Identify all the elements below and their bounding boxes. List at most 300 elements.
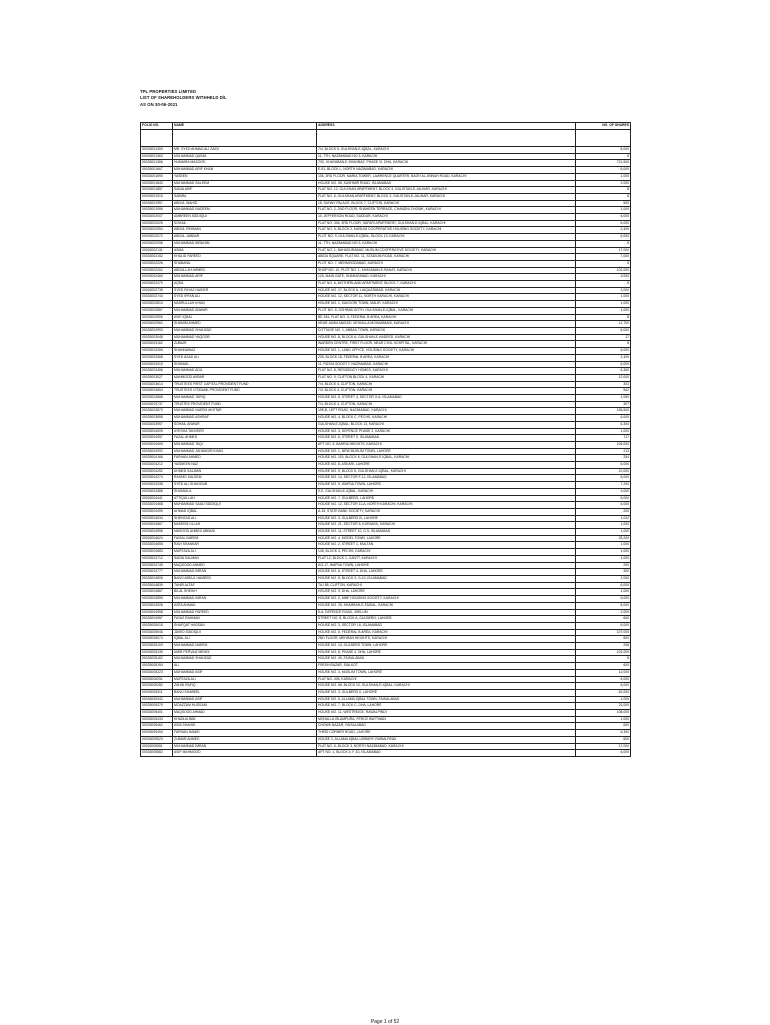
cell-shares: 107,000 (576, 629, 631, 636)
cell-address: ABIDA SQUARE, FLAT NO. 11, STADIUM ROAD, KARACHI (317, 254, 576, 261)
table-row (141, 602, 631, 609)
cell-name: FARHAN AHMED (173, 455, 317, 462)
cell-folio: 00033002226 (141, 260, 173, 267)
table-row (141, 723, 631, 730)
table-row (141, 301, 631, 308)
cell-shares: 303 (576, 381, 631, 388)
cell-shares: 6,000 (576, 220, 631, 227)
cell-address: HOUSE NO. 1, NEW MUSLIM TOWN, LAHORE (317, 448, 576, 455)
cell-shares: 12,000 (576, 374, 631, 381)
cell-shares: 8 (576, 193, 631, 200)
cell-address: APT NO. 1, BLOCK 4, F-10, ISLAMABAD (317, 750, 576, 757)
cell-folio: 00033005015 (141, 622, 173, 629)
cell-address: HOUSE NO. 4, BLOCK C, PECHS, KARACHI (317, 415, 576, 422)
cell-name: ASIA SHAHID (173, 723, 317, 730)
cell-address: FLAT NO. 12, GULSHAN APARTMENT, BLOCK 3, GULISTAN-E-JAUHAR, KARACHI (317, 187, 576, 194)
cell-shares: 102,000 (576, 267, 631, 274)
table-row (141, 381, 631, 388)
cell-name: ASFA AHMAD (173, 602, 317, 609)
table-row (141, 153, 631, 160)
cell-shares: 6,000 (576, 475, 631, 482)
table-row (141, 193, 631, 200)
cell-address: APT NO. 5, BAHRIA HEIGHTS, KARACHI (317, 441, 576, 448)
cell-address: 9-E, GULSHAN-E-IQBAL, KARACHI (317, 488, 576, 495)
table-row (141, 676, 631, 683)
cell-name: MUHAMMAD SHAHZAD (173, 327, 317, 334)
cell-folio: 00033004806 (141, 576, 173, 583)
table-row (141, 616, 631, 623)
table-row (141, 549, 631, 556)
table-row (141, 234, 631, 241)
cell-address: HOUSE NO. 6, STREET 4, DHA, LAHORE (317, 569, 576, 576)
cell-shares: 208 (576, 643, 631, 650)
cell-shares: 6,000 (576, 214, 631, 221)
cell-name: AYESHA TANVEER (173, 428, 317, 435)
cell-name: TRUSTEES FIRST CAPITAL PROVIDENT FUND (173, 381, 317, 388)
cell-address: 11, 7TH, NAZIMABAD NO 3, KARACHI (317, 240, 576, 247)
cell-address: HOUSE NO. 7, GULBERG, LAHORE (317, 495, 576, 502)
cell-name: MUHAMMAD TAQI (173, 441, 317, 448)
cell-shares: 6,000 (576, 683, 631, 690)
cell-folio: 00033005494 (141, 730, 173, 737)
cell-folio: 00033002262 (141, 267, 173, 274)
cell-address: 18, SUNNY PALACE, BLOCK 7, CLIFTON, KARACHI (317, 200, 576, 207)
cell-shares: 2,400 (576, 227, 631, 234)
cell-folio: 00033005370 (141, 703, 173, 710)
cell-address: E-51, BLOCK L, NORTH NAZIMABAD, KARACHI (317, 167, 576, 174)
cell-address: HOUSE NO. 40, FAISALABAD (317, 656, 576, 663)
cell-folio: 00033001915 (141, 193, 173, 200)
cell-name: SHAHNAWAZ (173, 348, 317, 355)
cell-address: FLAT NO. 6, GULSHAN APARTMENT, BLOCK 3, GULISTAN-E-JAUHAR, KARACHI (317, 193, 576, 200)
cell-shares: 2,000 (576, 609, 631, 616)
cell-address: HOUSE NO. 8, PHASE 4, DHA, LAHORE (317, 649, 576, 656)
table-row (141, 287, 631, 294)
cell-shares: 2,400 (576, 354, 631, 361)
table-row (141, 294, 631, 301)
cell-name: AMBREEN SIDDIQUI (173, 214, 317, 221)
cell-name: MUHAMMAD QASIM (173, 153, 317, 160)
cell-shares: 8 (576, 260, 631, 267)
cell-folio: 00033005401 (141, 710, 173, 717)
table-row (141, 622, 631, 629)
cell-address: HOUSE NO. 12, SECTOR 11, NORTH KARACHI, KARACHI (317, 294, 576, 301)
cell-name: MUHAMMAD YAQOOB (173, 334, 317, 341)
cell-folio: 00033004567 (141, 522, 173, 529)
cell-folio: 00033002460 (141, 274, 173, 281)
table-row (141, 636, 631, 643)
cell-address: 106, 3RD FLOOR, MARIA TOWER, LAWRENCE QUARTER, BAGH AL JINNAH ROAD, KARACHI (317, 173, 576, 180)
cell-folio: 00033005135 (141, 649, 173, 656)
cell-address: FLAT NO. 306, 3RD FLOOR, SAFARI APARTMENT, GULSHAN-E-IQBAL, KARACHI (317, 220, 576, 227)
cell-name: MUHAMMAD IBRAHIM (173, 240, 317, 247)
cell-shares: 6,000 (576, 602, 631, 609)
cell-shares: 102,000 (576, 649, 631, 656)
cell-shares: 1,000 (576, 542, 631, 549)
cell-shares: 1,022 (576, 515, 631, 522)
cell-folio: 00033003419 (141, 361, 173, 368)
cell-address: MOHALLA ISLAMPURA, FEROZ WATTWAN (317, 716, 576, 723)
table-row (141, 730, 631, 737)
cell-shares: 213 (576, 448, 631, 455)
cell-folio: 00033001996 (141, 207, 173, 214)
table-header-row (141, 123, 631, 130)
table-row (141, 207, 631, 214)
cell-name: SOHAIL ANWAR (173, 421, 317, 428)
cell-address: PLOT NO. 9, GULSHAN-E-IQBAL, BLOCK 13, KARACHI (317, 234, 576, 241)
cell-folio: 00033004655 (141, 542, 173, 549)
cell-name: KHALID FAREED (173, 254, 317, 261)
cell-folio: 00033002025 (141, 220, 173, 227)
table-row (141, 348, 631, 355)
table-row (141, 274, 631, 281)
cell-folio: 00033003456 (141, 368, 173, 375)
cell-name: MUHAMMAD SALEEM (173, 180, 317, 187)
cell-address: HOUSE NO. 6, FEDERAL B AREA, KARACHI (317, 629, 576, 636)
cell-address: FLAT 12, BLOCK 1, CANTT, KARACHI (317, 555, 576, 562)
cell-address: HOUSE NO. 119, BLOCK 6, GULSHAN-E-IQBAL, KARACHI (317, 455, 576, 462)
cell-address: PLOT NO. 5, SOHRAB GOTH, GULSHAN-E-IQBAL, KARACHI (317, 307, 576, 314)
table-row (141, 569, 631, 576)
cell-address: 226, BLOCK 18, FEDERAL B AREA, KARACHI (317, 354, 576, 361)
cell-address: FLAT NO. 8, RESIDENCY HOMES, KARACHI (317, 368, 576, 375)
cell-address: 11, RIZVIA SOCIETY, NAZIMABAD, KARACHI (317, 361, 576, 368)
cell-address: FLAT NO. 2, 2ND FLOOR, SHAHEEN TERRACE, CHANDNI CHOWK, KARACHI (317, 207, 576, 214)
cell-address: COTTAGE NO. 1, ABBAS TOWN, KARACHI (317, 327, 576, 334)
cell-address: HOUSE NO. 1, LAND OFFICE, HOUSING SOCIETY, KARACHI (317, 348, 576, 355)
cell-shares: 6,000 (576, 502, 631, 509)
cell-name: YASEEN (173, 173, 317, 180)
cell-name: MUHAMMAD NAEEM AKHTAR (173, 408, 317, 415)
cell-address: FRESH BAZAR, SIALKOT (317, 663, 576, 670)
cell-shares: 6,000 (576, 596, 631, 603)
cell-shares: 1,000 (576, 307, 631, 314)
cell-shares: 6,000 (576, 147, 631, 154)
table-row (141, 147, 631, 154)
cell-name: SABIRA (173, 193, 317, 200)
cell-address: FLAT NO. 9, CLIFTON BLOCK 4, KARACHI (317, 374, 576, 381)
table-row (141, 656, 631, 663)
cell-address: 9-A, DEFENCE ROAD, JHELUM (317, 609, 576, 616)
cell-name: SADIA ARIF (173, 187, 317, 194)
cell-folio: 00033005162 (141, 656, 173, 663)
cell-shares: 600 (576, 636, 631, 643)
cell-shares: 1,000 (576, 173, 631, 180)
cell-shares: 1,000 (576, 576, 631, 583)
company-name: TPL PROPERTIES LIMITED (140, 89, 197, 94)
cell-folio: 00033004468 (141, 502, 173, 509)
cell-folio: 00033001690 (141, 173, 173, 180)
document-header (140, 89, 227, 108)
table-row (141, 374, 631, 381)
cell-folio: 00033004987 (141, 616, 173, 623)
cell-folio: 00033004338 (141, 482, 173, 489)
cell-shares: 717 (576, 435, 631, 442)
cell-name: ASIF IQBAL (173, 314, 317, 321)
cell-name: MURTAZA ALI (173, 549, 317, 556)
table-row (141, 629, 631, 636)
cell-folio: 00033002906 (141, 314, 173, 321)
cell-name: MUHAMMAD SHAHZAD (173, 656, 317, 663)
cell-shares: 600 (576, 663, 631, 670)
cell-shares: 62,000 (576, 689, 631, 696)
cell-shares: 155,500 (576, 408, 631, 415)
cell-folio: 00033004745 (141, 562, 173, 569)
cell-folio: 00033004212 (141, 462, 173, 469)
cell-name: SYED ALI SHAHZAIB (173, 482, 317, 489)
table-row (141, 267, 631, 274)
table-row (141, 421, 631, 428)
table-row (141, 502, 631, 509)
cell-address: FLAT NO. 6, MOTHERLAND APARTMENT, BLOCK 7, KARACHI (317, 281, 576, 288)
cell-shares: 1,000 (576, 301, 631, 308)
cell-name: HUMAIRA MASOOD (173, 160, 317, 167)
cell-address: HOUSE NO. 68, BLOCK 10, GULSHAN-E-IQBAL, KARACHI (317, 683, 576, 690)
cell-shares: 1,000 (576, 529, 631, 536)
table-row (141, 609, 631, 616)
table-row (141, 582, 631, 589)
cell-shares: 6,000 (576, 415, 631, 422)
table-row (141, 696, 631, 703)
cell-name: ZUBAIR AHMED (173, 736, 317, 743)
cell-folio: 00033002072 (141, 234, 173, 241)
table-row (141, 388, 631, 395)
table-row (141, 361, 631, 368)
cell-name: SYED FAYAZ HAIDER (173, 287, 317, 294)
table-row (141, 227, 631, 234)
cell-shares: 6,000 (576, 348, 631, 355)
cell-shares: 6,000 (576, 495, 631, 502)
cell-name: FAISAL NAEEM (173, 535, 317, 542)
cell-folio: 00033001857 (141, 187, 173, 194)
cell-folio: 00033002007 (141, 214, 173, 221)
cell-address: HOUSE 2, ALLAMA IQBAL LIBRARY, RAWALPINDI (317, 736, 576, 743)
table-row (141, 173, 631, 180)
cell-shares: 1,050 (576, 395, 631, 402)
cell-address: WARDEN CENTRE, FIRST FLOOR, NEAR CIVIL HOSPITAL, KARACHI (317, 341, 576, 348)
cell-name: ABDUL WAHID (173, 200, 317, 207)
cell-shares: 8 (576, 314, 631, 321)
shareholders-table (140, 122, 631, 757)
cell-address: PLOT NO. 7, MEHMOODABAD, KARACHI (317, 260, 576, 267)
cell-shares: 6,000 (576, 167, 631, 174)
cell-folio: 00033004596 (141, 529, 173, 536)
cell-name: MUHAMMAD ASIF (173, 669, 317, 676)
table-row (141, 187, 631, 194)
table-row (141, 468, 631, 475)
table-row (141, 334, 631, 341)
table-row (141, 683, 631, 690)
cell-address: HOUSE NO. 2, MMF HOUSING SOCIETY, KARACHI (317, 596, 576, 603)
header-shares: NO. OF SHARES (576, 123, 631, 130)
cell-name: AMIR PERVAIZ MEHDI (173, 649, 317, 656)
cell-address: HOUSE NO. 8, ASKARI, LAHORE (317, 462, 576, 469)
cell-shares: 2,000 (576, 180, 631, 187)
header-address: ADDRESS (317, 123, 576, 130)
cell-folio: 00033004624 (141, 535, 173, 542)
cell-shares: 1,000 (576, 428, 631, 435)
cell-name: TRUSTEES CITIBANK PROVIDENT FUND (173, 388, 317, 395)
table-row (141, 448, 631, 455)
cell-address: HOUSE NO. 3, GULBERG II, LAHORE (317, 689, 576, 696)
cell-address: 125, MAIN GATE, SHARAFABAD, KARACHI (317, 274, 576, 281)
table-row (141, 562, 631, 569)
table-row (141, 488, 631, 495)
cell-folio: 00033004867 (141, 589, 173, 596)
cell-name: SHUMAILA (173, 488, 317, 495)
cell-folio: 00033002735 (141, 287, 173, 294)
cell-folio: 00033001957 (141, 200, 173, 207)
cell-address: A-15, STATE BANK SOCIETY, KARACHI (317, 508, 576, 515)
cell-folio: 00033003957 (141, 421, 173, 428)
cell-name: ABDULLAH AHMED (173, 267, 317, 274)
cell-shares: 6,000 (576, 750, 631, 757)
cell-folio: 00033004166 (141, 455, 173, 462)
cell-name: MUHAMMAD IMRAN (173, 569, 317, 576)
cell-folio: 00033003688 (141, 395, 173, 402)
table-row (141, 415, 631, 422)
table-row (141, 736, 631, 743)
cell-folio: 00033004274 (141, 475, 173, 482)
table-row (141, 643, 631, 650)
cell-folio: 00033004839 (141, 582, 173, 589)
table-row (141, 455, 631, 462)
table-row (141, 220, 631, 227)
cell-folio: 00033005523 (141, 736, 173, 743)
cell-folio: 00033004926 (141, 602, 173, 609)
cell-folio: 00033005311 (141, 689, 173, 696)
cell-shares: 200 (576, 562, 631, 569)
table-row (141, 689, 631, 696)
cell-address: 7/4, BLOCK 4, CLIFTON, KARACHI (317, 381, 576, 388)
table-row (141, 247, 631, 254)
cell-folio: 00033005462 (141, 723, 173, 730)
cell-shares: 6,300 (576, 421, 631, 428)
cell-folio: 00033005282 (141, 683, 173, 690)
cell-folio: 00033004009 (141, 428, 173, 435)
cell-address: STREET NO. 8, BLOCK A, GULBERG, LAHORE (317, 616, 576, 623)
cell-shares: 17,000 (576, 743, 631, 750)
cell-name: RASHID SALEEM (173, 475, 317, 482)
table-row (141, 669, 631, 676)
table-row (141, 710, 631, 717)
table-row (141, 260, 631, 267)
cell-folio: 00033004069 (141, 441, 173, 448)
cell-shares: 17,000 (576, 247, 631, 254)
cell-name: FAZAL AHMED (173, 435, 317, 442)
cell-address: HOUSE NO. 5, STREET 4, SECTOR G-6, ISLAMABAD (317, 395, 576, 402)
cell-name: ZUBAIR (173, 341, 317, 348)
cell-name: TRUSTEE PROVIDENT FUND (173, 401, 317, 408)
cell-shares: 300 (576, 569, 631, 576)
cell-name: MUHAMMAD IMRAN (173, 596, 317, 603)
cell-folio: 00033003898 (141, 415, 173, 422)
cell-address: HOUSE NO. 9, DHA, LAHORE (317, 589, 576, 596)
cell-shares: 6,000 (576, 582, 631, 589)
cell-address: FLAT NO. 1, BAHADURABAD, MUSLIM COOPERATIVE SOCIETY, KARACHI (317, 247, 576, 254)
cell-shares: 12,000 (576, 669, 631, 676)
cell-shares: 1,000 (576, 287, 631, 294)
table-row (141, 743, 631, 750)
cell-name: NASRULLAH KHAN (173, 301, 317, 308)
cell-name: BANO ABDUL HAMEED (173, 576, 317, 583)
cell-shares: 307 (576, 401, 631, 408)
cell-shares: 7,000 (576, 254, 631, 261)
cell-address: CHOWK BAZAR, FAISALABAD (317, 723, 576, 730)
cell-shares: 6,000 (576, 462, 631, 469)
cell-name: MUHAMMAD IMRAN (173, 743, 317, 750)
cell-address: BE 154, FLAT NO. 3, FEDERAL B AREA, KARACHI (317, 314, 576, 321)
cell-shares: 8 (576, 153, 631, 160)
cell-name: SYED IRFAN ALI (173, 294, 317, 301)
cell-folio: 00033004092 (141, 448, 173, 455)
cell-shares: 1,000 (576, 522, 631, 529)
cell-name: MUHAMMAD JAHANGIR KHAN (173, 448, 317, 455)
cell-name: FARHAN HAMID (173, 730, 317, 737)
cell-shares: 6,000 (576, 622, 631, 629)
cell-address: NEAR JAMIA MASJID, MOHALLA MOHAMMADI, KARACHI (317, 321, 576, 328)
table-row (141, 529, 631, 536)
cell-address: HOUSE NO. 11, STREET 10, G-9, ISLAMABAD (317, 529, 576, 536)
table-row (141, 435, 631, 442)
cell-shares: 1,000 (576, 716, 631, 723)
cell-name: TAHIR ALTAF (173, 582, 317, 589)
cell-name: KHADIJA BIBI (173, 716, 317, 723)
cell-shares: 8 (576, 281, 631, 288)
cell-address: HOUSE NO. 17, BLOCK A, LIAQUATABAD, KARACHI (317, 287, 576, 294)
cell-address: TAJ 58, CLIFTON, KARACHI (317, 582, 576, 589)
cell-name: YASMEEN NAZ (173, 462, 317, 469)
cell-shares: 6,300 (576, 368, 631, 375)
cell-folio: 00033001363 (141, 153, 173, 160)
table-row (141, 508, 631, 515)
cell-address: HOUSE NO. 7, BLOCK C, DHA, LAHORE (317, 703, 576, 710)
cell-shares: 3,000 (576, 274, 631, 281)
table-row (141, 307, 631, 314)
cell-name: MUHAMMAD ANWAR (173, 307, 317, 314)
cell-name: MURTAZA ALI (173, 676, 317, 683)
cell-address: FLAT NO. 406, KARACHI (317, 676, 576, 683)
table-row (141, 703, 631, 710)
cell-folio: 00033004499 (141, 508, 173, 515)
table-row (141, 649, 631, 656)
table-row (141, 395, 631, 402)
cell-address: 10, JEFFERSON ROAD, SADDAR, KARACHI (317, 214, 576, 221)
cell-shares: 6,000 (576, 361, 631, 368)
cell-folio: 00033002810 (141, 301, 173, 308)
cell-folio: 00033002054 (141, 227, 173, 234)
table-row (141, 368, 631, 375)
as-of-date: AS ON 30-06-2021 (140, 101, 178, 107)
cell-folio: 00033005342 (141, 696, 173, 703)
table-row (141, 281, 631, 288)
cell-name: SHAFQAT HASSAN (173, 622, 317, 629)
cell-folio: 00033001366 (141, 160, 173, 167)
cell-name: MUHAMMAD ARIF KHAN (173, 167, 317, 174)
header-folio: FOLIO NO. (141, 123, 173, 130)
table-row (141, 314, 631, 321)
cell-address: HOUSE NO. 3, SECTOR I-8, ISLAMABAD (317, 622, 576, 629)
cell-shares: 600 (576, 723, 631, 730)
cell-address: HOUSE NO. 9, BLOCK 5, GULSHAN-E-IQBAL, KARACHI (317, 468, 576, 475)
cell-folio: 00033004895 (141, 596, 173, 603)
cell-folio: 00033002993 (141, 327, 173, 334)
cell-folio: 00033003048 (141, 334, 173, 341)
cell-name: MAQSOOD AHMAD (173, 710, 317, 717)
cell-shares: 8 (576, 187, 631, 194)
cell-shares: 108,000 (576, 710, 631, 717)
cell-shares: 8 (576, 341, 631, 348)
